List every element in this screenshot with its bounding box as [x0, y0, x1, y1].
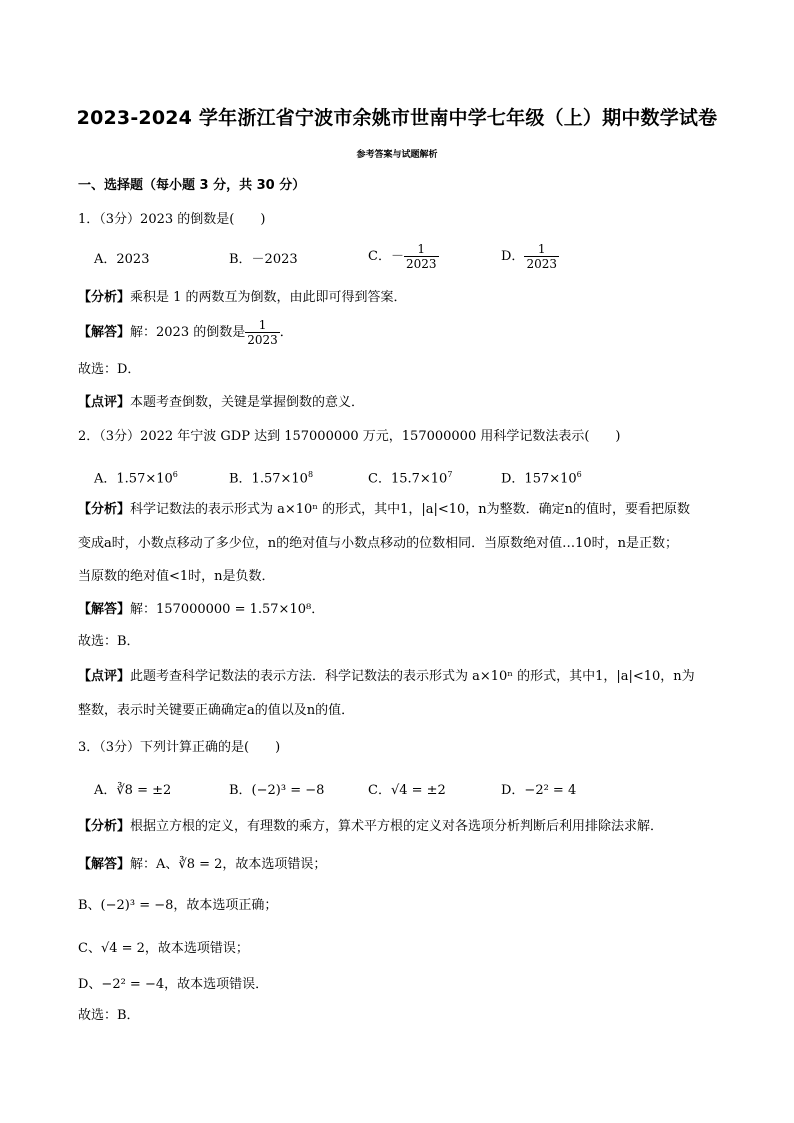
fraction-numerator: 1 [258, 318, 267, 332]
q1-choice: 故选：D． [78, 362, 141, 377]
solution-tag: 【解答】 [78, 602, 131, 617]
analysis-text: 根据立方根的定义，有理数的乘方，算术平方根的定义对各选项分析判断后利用排除法求解． [130, 819, 664, 834]
q2-option-d-exponent: 6 [576, 470, 582, 479]
q2-comment-line2: 整数，表示时关键要正确确定a的值以及n的值． [78, 703, 355, 718]
analysis-text-line1: 科学记数法的表示形式为 a×10ⁿ 的形式，其中1，|a|<10，n为整数．确定n的值时，要看把原数 [130, 502, 691, 517]
q3-option-c: C．√4 = ±2 [368, 783, 446, 798]
fraction-numerator: 1 [417, 242, 426, 256]
comment-tag: 【点评】 [78, 669, 131, 684]
analysis-tag: 【分析】 [78, 819, 131, 834]
q1-comment [78, 394, 364, 412]
solution-fraction [245, 318, 280, 347]
q3-option-a: A．∛8 = ±2 [94, 783, 172, 798]
solution-tag: 【解答】 [78, 325, 131, 340]
q2-analysis-line3: 当原数的绝对值<1时，n是负数． [78, 569, 275, 584]
analysis-tag: 【分析】 [78, 502, 131, 517]
q1-option-c-prefix: C．－ [368, 249, 404, 264]
page-title: 2023-2024 学年浙江省宁波市余姚市世南中学七年级（上）期中数学试卷 [76, 107, 718, 129]
solution-text: 解：157000000 = 1.57×10⁸． [130, 602, 325, 617]
comment-text: 本题考查倒数，关键是掌握倒数的意义． [130, 395, 365, 410]
q3-solution-d: D、−2² = −4，故本选项错误． [78, 977, 269, 992]
q2-option-b-text: B．1.57×10 [229, 471, 308, 487]
q2-stem: 2．（3分）2022 年宁波 GDP 达到 157000000 万元，157000000 用科学记数法表示( ) [78, 429, 621, 444]
q2-option-a-exponent: 6 [172, 470, 178, 479]
comment-text-line1: 此题考查科学记数法的表示方法．科学记数法的表示形式为 a×10ⁿ 的形式，其中1，|a|<10，n为 [130, 669, 695, 684]
q3-stem: 3．（3分）下列计算正确的是( ) [78, 740, 281, 755]
q3-solution-b: B、(−2)³ = −8，故本选项正确； [78, 898, 278, 913]
q2-option-c [368, 466, 452, 488]
solution-tag: 【解答】 [78, 857, 131, 872]
q3-analysis [78, 818, 663, 836]
fraction-denominator: 2023 [247, 333, 278, 347]
q2-option-c-text: C．15.7×10 [368, 471, 448, 487]
q1-solution [78, 318, 293, 347]
q2-option-b [229, 466, 313, 488]
q1-option-d-fraction [524, 242, 559, 271]
q2-analysis-line2: 变成a时，小数点移动了多少位，n的绝对值与小数点移动的位数相同．当原数绝对值…10时，n是正数； [78, 536, 679, 551]
solution-text-a: 解：A、∛8 = 2，故本选项错误； [130, 857, 327, 872]
q2-choice: 故选：B． [78, 634, 140, 649]
q1-option-b: B．－2023 [229, 252, 298, 267]
analysis-tag: 【分析】 [78, 290, 131, 305]
solution-text: 解：2023 的倒数是 [130, 325, 246, 340]
q2-solution [78, 601, 324, 619]
q1-option-c [368, 242, 439, 271]
q2-comment [78, 668, 695, 686]
fraction-numerator: 1 [537, 242, 546, 256]
q1-stem: 1．（3分）2023 的倒数是( ) [78, 212, 266, 227]
solution-suffix: ． [279, 325, 293, 340]
q2-option-b-exponent: 8 [307, 470, 314, 479]
q1-option-a: A．2023 [94, 252, 150, 267]
analysis-text: 乘积是 1 的两数互为倒数，由此即可得到答案． [130, 290, 407, 305]
q2-analysis [78, 501, 690, 519]
comment-tag: 【点评】 [78, 395, 131, 410]
section-heading: 一、选择题（每小题 3 分，共 30 分） [78, 178, 306, 193]
q2-option-c-exponent: 7 [447, 470, 453, 479]
q2-option-a-text: A．1.57×10 [94, 471, 173, 487]
q3-solution-c: C、√4 = 2，故本选项错误； [78, 941, 249, 956]
page-subtitle: 参考答案与试题解析 [356, 150, 438, 160]
fraction-denominator: 2023 [526, 257, 557, 271]
q2-option-d [501, 466, 582, 488]
q1-analysis [78, 289, 407, 307]
q3-option-d: D．−2² = 4 [501, 783, 577, 798]
q1-option-d-prefix: D． [501, 249, 525, 264]
q3-option-b: B．(−2)³ = −8 [229, 783, 325, 798]
q1-option-c-fraction [404, 242, 439, 271]
q3-solution [78, 856, 326, 874]
q1-option-d [501, 242, 559, 271]
fraction-denominator: 2023 [405, 257, 437, 271]
q3-choice: 故选：B． [78, 1008, 140, 1023]
q2-option-d-text: D．157×10 [501, 471, 577, 487]
q2-option-a [94, 466, 178, 488]
